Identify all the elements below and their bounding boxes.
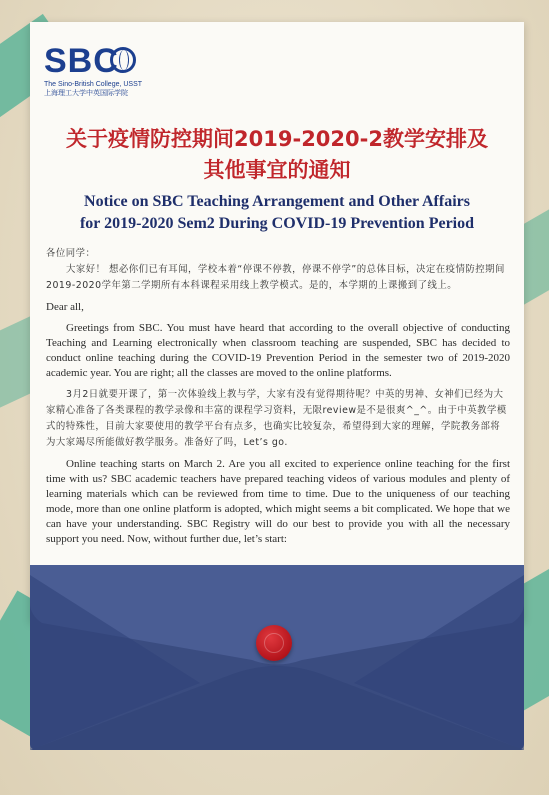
paragraph-2-en: Online teaching starts on March 2. Are you all excited to experience online teaching for the first time with us? SBC academic teachers have prepared teaching videos of various modules and plenty of learning materials which can be reviewed from time to time. Due to the uniqueness of our teaching mode, more than one online platform is adopted, which might seems a bit complicated. We hope that we can have your understanding. SBC Registry will do our best to provide you with all the necessary support you need. Now, without further due, let’s start: xyxy=(46,458,510,545)
wax-seal xyxy=(256,625,292,661)
logo-subtitle-cn: 上海理工大学中英国际学院 xyxy=(44,89,128,97)
letter-body xyxy=(46,246,510,547)
title-en-line2: for 2019-2020 Sem2 During COVID-19 Prevention Period xyxy=(79,215,475,232)
letter-paper xyxy=(30,22,524,622)
globe-icon xyxy=(110,47,136,73)
title-chinese xyxy=(30,124,524,186)
title-english xyxy=(30,191,524,235)
envelope xyxy=(30,565,524,750)
sbc-logo xyxy=(44,44,142,98)
title-cn-line2: 其他事宜的通知 xyxy=(203,158,351,182)
paragraph-1-en: Greetings from SBC. You must have heard that according to the overall objective of conducting Teaching and Learning electronically when classroom teaching are suspended, SBC has decided to conduct online teaching during the COVID-19 Prevention Period in the semester two of 2019-2020 academic year. You are right; all the classes are moved to the online platforms. xyxy=(46,322,510,379)
paragraph-2-cn: 3月2日就要开课了，第一次体验线上教与学，大家有没有觉得期待呢？中英的男神、女神们已经为大家精心准备了各类课程的教学录像和丰富的课程学习资料，无限review是不是很爽^_^。由于中英教学模式的特殊性，目前大家要使用的教学平台有点多，也确实比较复杂，希望得到大家的理解，学院教务部将为大家竭尽所能做好教学服务。准备好了吗，Let’s go. xyxy=(46,389,507,448)
title-en-line1: Notice on SBC Teaching Arrangement and Other Affairs xyxy=(84,193,470,210)
greeting-cn: 各位同学： xyxy=(46,248,96,259)
paragraph-1-cn: 大家好！ 想必你们已有耳闻，学校本着“停课不停教，停课不停学”的总体目标，决定在疫情防控期间2019-2020学年第二学期所有本科课程采用线上教学模式。是的，本学期的上课搬到了线上。 xyxy=(46,264,505,291)
greeting-en: Dear all, xyxy=(46,301,84,313)
logo-text: SBC xyxy=(44,42,119,80)
logo-subtitle-en: The Sino-British College, USST xyxy=(44,81,143,88)
title-cn-line1: 关于疫情防控期间2019-2020-2教学安排及 xyxy=(66,127,488,151)
logo-mark xyxy=(44,44,142,78)
